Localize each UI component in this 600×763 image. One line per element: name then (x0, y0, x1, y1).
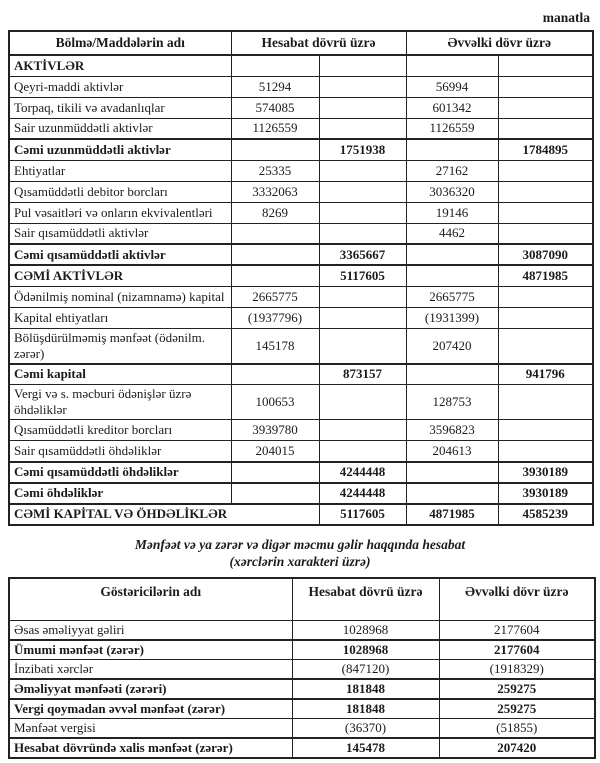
balance-row-value (498, 76, 593, 97)
balance-row-value (498, 307, 593, 328)
balance-row (9, 504, 593, 525)
balance-row (9, 462, 593, 483)
balance-row-value (319, 441, 406, 462)
balance-row-value: 1126559 (231, 118, 319, 139)
balance-row-value (406, 265, 498, 286)
income-header-row (9, 578, 595, 621)
balance-col-previous-header: Əvvəlki dövr üzrə (406, 31, 593, 55)
balance-row-value: 100653 (231, 385, 319, 420)
balance-row-value (231, 55, 319, 76)
balance-row (9, 420, 593, 441)
balance-row-value: 3939780 (231, 420, 319, 441)
balance-row-value: 204015 (231, 441, 319, 462)
balance-row-value: 941796 (498, 364, 593, 385)
balance-row-label: Cəmi öhdəliklər (9, 483, 231, 504)
balance-row-label: Cəmi qısamüddətli öhdəliklər (9, 462, 231, 483)
income-statement-title-line1: Mənfəət və ya zərər və digər məcmu gəlir haqqında hesabat (134, 536, 466, 552)
balance-row-value (319, 328, 406, 364)
balance-row-value (231, 244, 319, 265)
balance-row (9, 265, 593, 286)
balance-row-value (231, 139, 319, 160)
balance-row-label: Torpaq, tikili və avadanlıqlar (9, 97, 231, 118)
balance-row (9, 483, 593, 504)
balance-row-value (498, 55, 593, 76)
balance-row (9, 385, 593, 420)
balance-row (9, 76, 593, 97)
balance-row (9, 364, 593, 385)
balance-row-value (319, 55, 406, 76)
balance-row-value: 2665775 (406, 286, 498, 307)
balance-row (9, 97, 593, 118)
balance-row (9, 328, 593, 364)
income-row-label: Mənfəət vergisi (9, 719, 292, 739)
income-statement-title-line2: (xərclərin xarakteri üzrə) (229, 553, 371, 569)
balance-row-label: Qeyri-maddi aktivlər (9, 76, 231, 97)
balance-row (9, 441, 593, 462)
income-row (9, 660, 595, 680)
balance-row-value (406, 244, 498, 265)
balance-row-label: Cəmi qısamüddətli aktivlər (9, 244, 231, 265)
balance-row-value: 1126559 (406, 118, 498, 139)
income-row-previous: 2177604 (439, 621, 595, 641)
balance-row-value (498, 118, 593, 139)
balance-row (9, 244, 593, 265)
balance-row-label: Sair uzunmüddətli aktivlər (9, 118, 231, 139)
income-row-label: Əsas əməliyyat gəliri (9, 621, 292, 641)
income-col-name-header: Göstəricilərin adı (9, 578, 292, 621)
balance-row-value: 601342 (406, 97, 498, 118)
balance-row-value: 51294 (231, 76, 319, 97)
balance-table-body (9, 55, 593, 525)
balance-row-value: 145178 (231, 328, 319, 364)
balance-row-value (406, 462, 498, 483)
balance-row-value: 4244448 (319, 462, 406, 483)
balance-row-label: CƏMİ KAPİTAL VƏ ÖHDƏLİKLƏR (9, 504, 319, 525)
balance-row-value (319, 118, 406, 139)
balance-row-label: Bölüşdürülməmiş mənfəət (ödənilm. zərər) (9, 328, 231, 364)
balance-row-label: Cəmi kapital (9, 364, 231, 385)
income-row-current: (36370) (292, 719, 439, 739)
income-row-previous: 259275 (439, 679, 595, 699)
balance-row-value (498, 223, 593, 244)
balance-row-value (319, 420, 406, 441)
balance-row-value (319, 286, 406, 307)
balance-row-value: 2665775 (231, 286, 319, 307)
balance-row-value: 207420 (406, 328, 498, 364)
income-row-current: 181848 (292, 679, 439, 699)
balance-row-value (231, 364, 319, 385)
income-table-body (9, 621, 595, 759)
balance-row (9, 139, 593, 160)
balance-row-value: 128753 (406, 385, 498, 420)
balance-row-value (319, 160, 406, 181)
income-row-label: İnzibati xərclər (9, 660, 292, 680)
balance-row-label: Qısamüddətli kreditor borcları (9, 420, 231, 441)
balance-row-value (498, 97, 593, 118)
balance-row-value: 4462 (406, 223, 498, 244)
balance-row-label: Vergi və s. məcburi ödənişlər üzrə öhdəliklər (9, 385, 231, 420)
balance-row-value: 4871985 (406, 504, 498, 525)
balance-row-value (319, 385, 406, 420)
balance-row-label: Sair qısamüddətli aktivlər (9, 223, 231, 244)
income-row-current: 145478 (292, 738, 439, 758)
balance-row-label: Pul vəsaitləri və onların ekvivalentləri (9, 202, 231, 223)
income-row (9, 679, 595, 699)
balance-row-value: 19146 (406, 202, 498, 223)
income-row-current: (847120) (292, 660, 439, 680)
balance-header-row (9, 31, 593, 55)
balance-row-value (319, 76, 406, 97)
income-row-label: Vergi qoymadan əvvəl mənfəət (zərər) (9, 699, 292, 719)
balance-row-label: Cəmi uzunmüddətli aktivlər (9, 139, 231, 160)
balance-row-value: 204613 (406, 441, 498, 462)
balance-row-value (319, 223, 406, 244)
income-row (9, 640, 595, 660)
balance-row-value (319, 307, 406, 328)
income-row-previous: (51855) (439, 719, 595, 739)
balance-row-value: 574085 (231, 97, 319, 118)
balance-row-value (498, 385, 593, 420)
balance-row-label: AKTİVLƏR (9, 55, 231, 76)
income-statement-title (8, 536, 592, 570)
balance-row-value: 1751938 (319, 139, 406, 160)
balance-row-value: 27162 (406, 160, 498, 181)
balance-col-current-header: Hesabat dövrü üzrə (231, 31, 406, 55)
balance-row-value (406, 139, 498, 160)
balance-row-value (319, 181, 406, 202)
balance-row-value (498, 286, 593, 307)
balance-row-value: 3036320 (406, 181, 498, 202)
balance-row-value (498, 160, 593, 181)
balance-col-name-header: Bölmə/Maddələrin adı (9, 31, 231, 55)
balance-row (9, 202, 593, 223)
balance-row (9, 181, 593, 202)
balance-row-value: 3596823 (406, 420, 498, 441)
balance-row-value (319, 97, 406, 118)
balance-row-value: 3332063 (231, 181, 319, 202)
income-row (9, 699, 595, 719)
income-col-current-header: Hesabat dövrü üzrə (292, 578, 439, 621)
balance-row-value (498, 328, 593, 364)
balance-row-label: CƏMİ AKTİVLƏR (9, 265, 231, 286)
income-row-current: 1028968 (292, 640, 439, 660)
balance-row-label: Kapital ehtiyatları (9, 307, 231, 328)
income-row-previous: 2177604 (439, 640, 595, 660)
balance-sheet-table (8, 30, 594, 526)
balance-row-value: 3930189 (498, 483, 593, 504)
income-row-label: Əməliyyat mənfəəti (zərəri) (9, 679, 292, 699)
balance-row (9, 286, 593, 307)
balance-row-label: Qısamüddətli debitor borcları (9, 181, 231, 202)
balance-row-value: (1931399) (406, 307, 498, 328)
income-col-previous-header: Əvvəlki dövr üzrə (439, 578, 595, 621)
balance-row-value (231, 483, 319, 504)
income-row-previous: (1918329) (439, 660, 595, 680)
balance-row-value: 25335 (231, 160, 319, 181)
income-row-current: 1028968 (292, 621, 439, 641)
currency-note: manatla (542, 10, 590, 25)
balance-row-value (406, 55, 498, 76)
income-row (9, 719, 595, 739)
balance-row-value (498, 202, 593, 223)
balance-row-value (319, 202, 406, 223)
balance-row-value (498, 181, 593, 202)
balance-row-value (498, 420, 593, 441)
balance-row-value: 3087090 (498, 244, 593, 265)
income-row-previous: 207420 (439, 738, 595, 758)
balance-row-value (498, 441, 593, 462)
balance-row-value: 3365667 (319, 244, 406, 265)
balance-row (9, 307, 593, 328)
balance-row (9, 55, 593, 76)
balance-row (9, 160, 593, 181)
balance-row-value: (1937796) (231, 307, 319, 328)
balance-row (9, 223, 593, 244)
balance-row-value: 873157 (319, 364, 406, 385)
balance-row-value: 5117605 (319, 265, 406, 286)
income-row-label: Hesabat dövründə xalis mənfəət (zərər) (9, 738, 292, 758)
balance-row-value: 4244448 (319, 483, 406, 504)
balance-row-value: 4585239 (498, 504, 593, 525)
income-statement-table (8, 577, 596, 760)
balance-row-value: 8269 (231, 202, 319, 223)
income-row-label: Ümumi mənfəət (zərər) (9, 640, 292, 660)
balance-row-value (406, 483, 498, 504)
income-row-previous: 259275 (439, 699, 595, 719)
balance-row-value (406, 364, 498, 385)
balance-row-label: Ödənilmiş nominal (nizamnamə) kapital (9, 286, 231, 307)
balance-row-value: 4871985 (498, 265, 593, 286)
income-row-current: 181848 (292, 699, 439, 719)
balance-row (9, 118, 593, 139)
balance-row-value: 56994 (406, 76, 498, 97)
balance-row-value (231, 265, 319, 286)
balance-row-value (231, 223, 319, 244)
balance-row-value (231, 462, 319, 483)
balance-row-value: 5117605 (319, 504, 406, 525)
balance-row-label: Ehtiyatlar (9, 160, 231, 181)
balance-row-value: 1784895 (498, 139, 593, 160)
income-row (9, 738, 595, 758)
income-row (9, 621, 595, 641)
balance-row-value: 3930189 (498, 462, 593, 483)
balance-row-label: Sair qısamüddətli öhdəliklər (9, 441, 231, 462)
